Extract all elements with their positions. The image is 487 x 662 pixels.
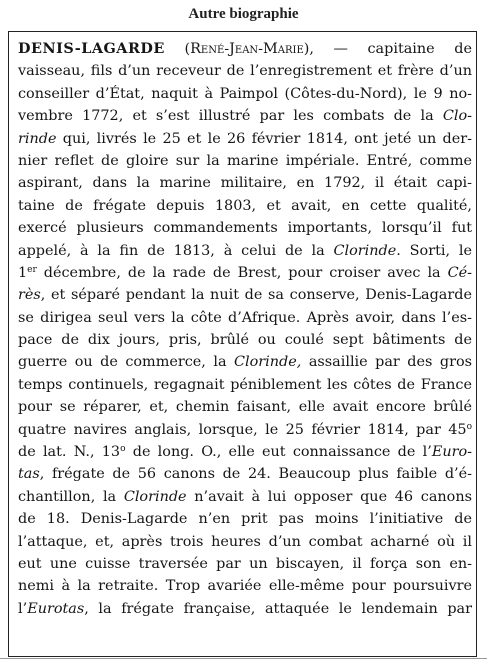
subject-name: DENIS-LAGARDE — [18, 40, 165, 57]
small-caps-text: René-Jean-Marie — [190, 41, 304, 57]
text-segment: vembre 1772, et s’est illustré par les combats de la — [18, 108, 443, 125]
text-line — [18, 396, 472, 418]
text-segment: nemi à la retraite. Trop avariée elle-même pour poursuivre — [18, 578, 472, 595]
italic-text: rès — [18, 287, 41, 304]
text-segment: , la frégate française, attaquée le lendemain par — [84, 600, 472, 617]
text-segment: ), — capitaine de — [303, 41, 472, 57]
text-segment: . Sorti, le — [396, 242, 472, 259]
text-line — [18, 262, 472, 284]
page-heading: Autre biographie — [188, 6, 299, 22]
italic-text: Clo- — [442, 108, 472, 125]
text-line — [18, 329, 472, 351]
italic-text: Cé- — [447, 264, 472, 281]
text-segment: pour se réparer, et, chemin faisant, elle avait encore brûlé — [18, 399, 472, 416]
text-segment: 1 — [18, 264, 28, 281]
text-line — [18, 38, 472, 60]
text-line — [18, 128, 472, 150]
superscript-text: o — [120, 444, 126, 455]
text-segment: eut une cuisse traversée par un biscayen, il força son en- — [18, 555, 472, 572]
italic-text: rinde — [18, 130, 57, 147]
bottom-rule — [0, 658, 487, 659]
text-segment: assaillie par des gros — [301, 354, 472, 371]
text-line — [18, 598, 472, 620]
text-segment: exercé plusieurs commandements importants, lorsqu’il fut — [18, 220, 472, 237]
text-line — [18, 307, 472, 329]
text-line — [18, 60, 472, 82]
text-line — [18, 374, 472, 396]
italic-text: tas — [18, 466, 40, 483]
text-segment: vaisseau, fils d’un receveur de l’enregistrement et frère d’un — [18, 63, 472, 80]
text-segment: chantillon, la — [18, 488, 124, 505]
text-line — [18, 195, 472, 217]
text-line — [18, 284, 472, 306]
italic-text: Eurotas — [27, 600, 85, 617]
text-line — [18, 172, 472, 194]
text-segment: qui, livrés le 25 et le 26 février 1814, ont jeté un der- — [56, 130, 472, 147]
text-line — [18, 351, 472, 373]
text-line — [18, 217, 472, 239]
text-segment: guerre ou de commerce, la — [18, 354, 235, 371]
text-line — [18, 150, 472, 172]
text-segment: , frégate de 56 canons de 24. Beaucoup plus faible d’é- — [39, 466, 472, 483]
text-segment: aspirant, dans la marine militaire, en 1792, il était capi- — [18, 175, 472, 192]
italic-text: Clorinde — [333, 242, 397, 259]
text-line — [18, 419, 472, 441]
text-segment: de lat. N., 13 — [18, 444, 121, 461]
text-segment: , et séparé pendant la nuit de sa conserve, Denis-Lagarde — [40, 287, 472, 304]
text-line — [18, 531, 472, 553]
text-segment: l’attaque, et, après trois heures d’un combat acharné où il — [18, 533, 472, 550]
text-line — [18, 105, 472, 127]
italic-text: Euro- — [431, 444, 472, 461]
text-segment: de long. O., elle eut connaissance de l’ — [125, 444, 432, 461]
text-segment: temps continuels, regagnait péniblement les côtes de France — [18, 376, 472, 393]
biography-text — [18, 38, 472, 620]
text-segment: quatre navires anglais, lorsque, le 25 février 1814, par 45 — [18, 421, 467, 438]
text-segment: appelé, à la fin de 1813, à celui de la — [18, 242, 334, 259]
text-segment: pace de dix jours, pris, brûlé ou coulé sept bâtiments de — [18, 332, 472, 349]
text-line — [18, 240, 472, 262]
text-line — [18, 553, 472, 575]
italic-text: Clorinde — [123, 488, 187, 505]
text-segment: nier reflet de gloire sur la marine impériale. Entré, comme — [18, 152, 472, 169]
text-segment: conseiller d’État, naquit à Paimpol (Côtes-du-Nord), le 9 no- — [18, 85, 472, 102]
text-segment: l’ — [18, 600, 28, 617]
italic-text: Clorinde, — [234, 354, 302, 371]
text-line — [18, 486, 472, 508]
text-segment: ( — [164, 41, 191, 57]
text-segment: taine de frégate depuis 1803, et avait, en cette qualité, — [18, 197, 472, 214]
text-line — [18, 463, 472, 485]
text-line — [18, 441, 472, 463]
text-line — [18, 575, 472, 597]
superscript-text: er — [27, 264, 37, 275]
text-line — [18, 508, 472, 530]
text-segment: de 18. Denis-Lagarde n’en prit pas moins l’initiative de — [18, 511, 472, 528]
text-segment: n’avait à lui opposer que 46 canons — [186, 488, 472, 505]
text-line — [18, 83, 472, 105]
text-segment: décembre, de la rade de Brest, pour croiser avec la — [36, 264, 448, 281]
text-segment: se dirigea seul vers la côte d’Afrique. Après avoir, dans l’es- — [18, 309, 472, 326]
superscript-text: o — [466, 421, 472, 432]
